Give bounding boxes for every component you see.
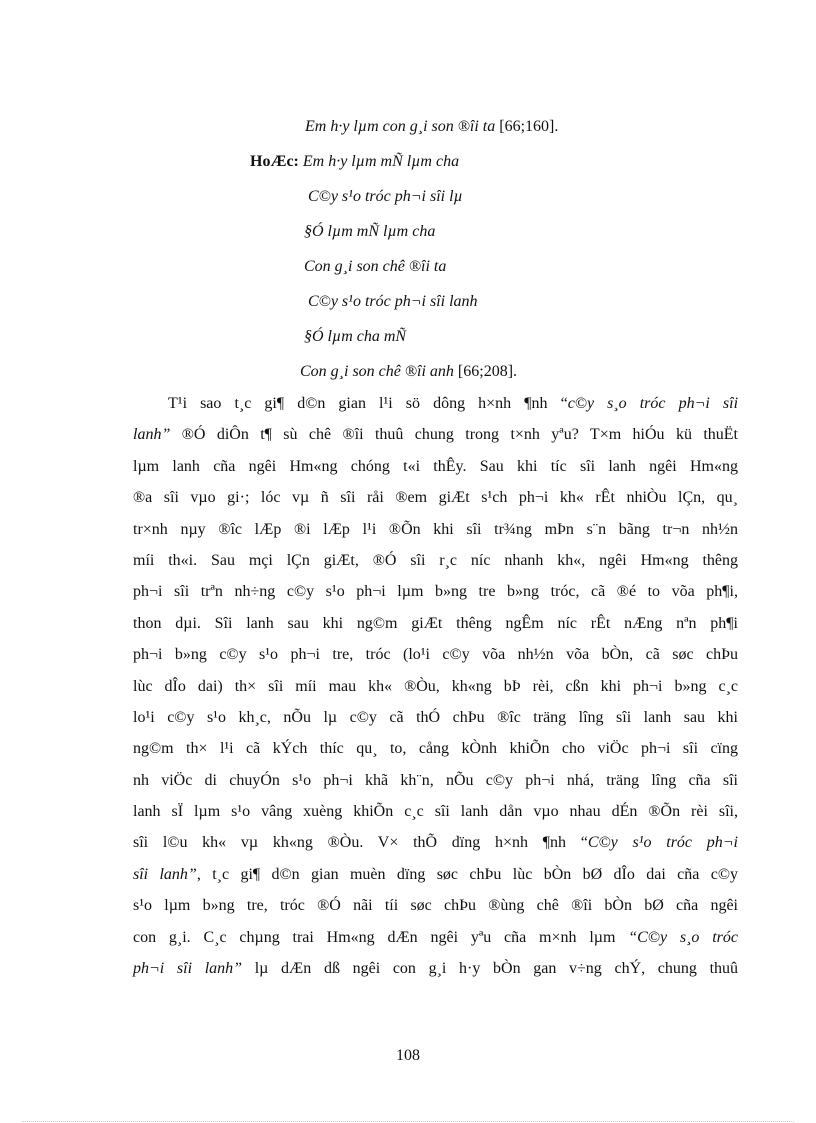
text-line: lµm lanh cña ngêi Hm«ng chóng t«i thÊy. Sau khi tíc sîi lanh ngêi Hm«ng [133, 457, 738, 475]
poem-text: Con g¸i son chê ®îi ta [304, 258, 447, 275]
citation: [66;160]. [499, 118, 559, 135]
text-line: thon dµi. Sîi lanh sau khi ng©m giÆt thêng ngÊm níc rÊt nÆng nªn ph¶i [133, 614, 738, 632]
text-line: ph¬i b»ng c©y s¹o ph¬i tre, tróc (lo¹i c©y võa nh½n võa bÒn, cã søc chÞu [133, 646, 738, 664]
poem-text: §Ó lµm mÑ lµm cha [304, 223, 436, 240]
poem-line [304, 327, 406, 347]
poem-text: Em h·y lµm mÑ lµm cha [302, 153, 460, 170]
poem-text: C©y s¹o tróc ph¬i sîi lanh [308, 293, 478, 310]
text-run-italic: lanh” [133, 426, 171, 444]
text-line [133, 388, 738, 419]
poem-text: C©y s¹o tróc ph¬i sîi lµ [308, 188, 463, 205]
text-line: ph¬i sîi trªn nh÷ng c©y s¹o ph¬i lµm b»ng tre b»ng tróc, cã ®é to võa ph¶i, [133, 583, 738, 601]
text-run-italic: ph¬i sîi lanh” [133, 960, 243, 978]
poem-line [304, 257, 446, 277]
text-run-italic: sîi lanh” [133, 865, 197, 883]
poem-line [308, 187, 463, 207]
text-line: lùc dÎo dai) th× sîi míi mau kh« ®Òu, kh«ng bÞ rèi, cßn khi ph¬i b»ng c¸c [133, 677, 738, 695]
poem-line [304, 222, 435, 242]
text-line: s¹o lµm b»ng tre, tróc ®Ó nãi tíi søc chÞu ®ùng chê ®îi bÒn bØ cña ngêi [133, 897, 738, 915]
text-line: tr×nh nµy ®îc lÆp ®i lÆp l¹i ®Õn khi sîi tr¾ng mÞn s¨n bãng tr¬n nh½n [133, 520, 738, 538]
text-line [133, 827, 738, 858]
page-number: 108 [396, 1047, 420, 1064]
text-run-italic: “C©y s¸o tróc [628, 928, 738, 946]
poem-text: Con g¸i son chê ®îi anh [300, 363, 454, 380]
text-line: míi th«i. Sau mçi lÇn giÆt, ®Ó sîi r¸c níc nhanh kh«, ngêi Hm«ng thêng [133, 551, 738, 569]
poem-label: HoÆc: [250, 153, 299, 170]
poem-text: Em h·y lµm con g¸i son ®îi ta [305, 118, 496, 135]
citation: [66;208]. [457, 363, 518, 380]
text-line: lanh sÏ lµm s¹o vâng xuèng khiÕn c¸c sîi lanh dån vµo nhau dÉn ®Õn rèi sîi, [133, 803, 738, 821]
text-run: lµ dÆn dß ngêi con g¸i h·y bÒn gan v÷ng chÝ, chung thuû [242, 960, 739, 978]
text-line [133, 419, 738, 450]
text-run: ®Ó diÔn t¶ sù chê ®îi thuû chung trong t×nh yªu? T×m hiÓu kü thuËt [170, 426, 738, 444]
text-line [133, 953, 738, 984]
poem-line [300, 362, 517, 382]
text-run: T¹i sao t¸c gi¶ d©n gian l¹i sö dông h×nh ¶nh “ [168, 395, 568, 412]
text-run: sîi l©u kh« vµ kh«ng ®Òu. V× thÕ dïng h×nh ¶nh “ [133, 834, 588, 852]
text-line: lo¹i c©y s¹o kh¸c, nÕu lµ c©y cã thÓ chÞu ®îc träng lîng sîi lanh sau khi [133, 708, 738, 726]
text-run-italic: c©y s¸o tróc ph¬i sîi [567, 395, 739, 412]
poem-text: §Ó lµm cha mÑ [304, 328, 407, 345]
poem-line [308, 292, 478, 312]
text-line [133, 922, 738, 953]
text-run: , t¸c gi¶ d©n gian muèn dïng søc chÞu lùc bÒn bØ dÎo dai cña c©y [196, 865, 738, 883]
text-line: nh viÖc di chuyÓn s¹o ph¬i khã kh¨n, nÕu c©y ph¬i nhá, träng lîng cña sîi [133, 771, 738, 789]
body-paragraph [133, 388, 738, 984]
text-run-italic: C©y s¹o tróc ph¬i [587, 834, 738, 852]
text-line: ng©m th× l¹i cã kÝch thíc qu¸ to, cång kÒnh khiÕn cho viÖc ph¬i sîi cïng [133, 740, 738, 758]
text-line: ®a sîi vµo gi·; lóc vµ ñ sîi råi ®em giÆt s¹ch ph¬i kh« rÊt nhiÒu lÇn, qu¸ [133, 489, 738, 507]
text-line [133, 859, 738, 890]
page-bottom-divider [22, 1121, 794, 1122]
text-run: con g¸i. C¸c chµng trai Hm«ng dÆn ngêi yªu cña m×nh lµm [133, 928, 629, 946]
poem-line [250, 152, 459, 172]
poem-line [305, 117, 558, 137]
